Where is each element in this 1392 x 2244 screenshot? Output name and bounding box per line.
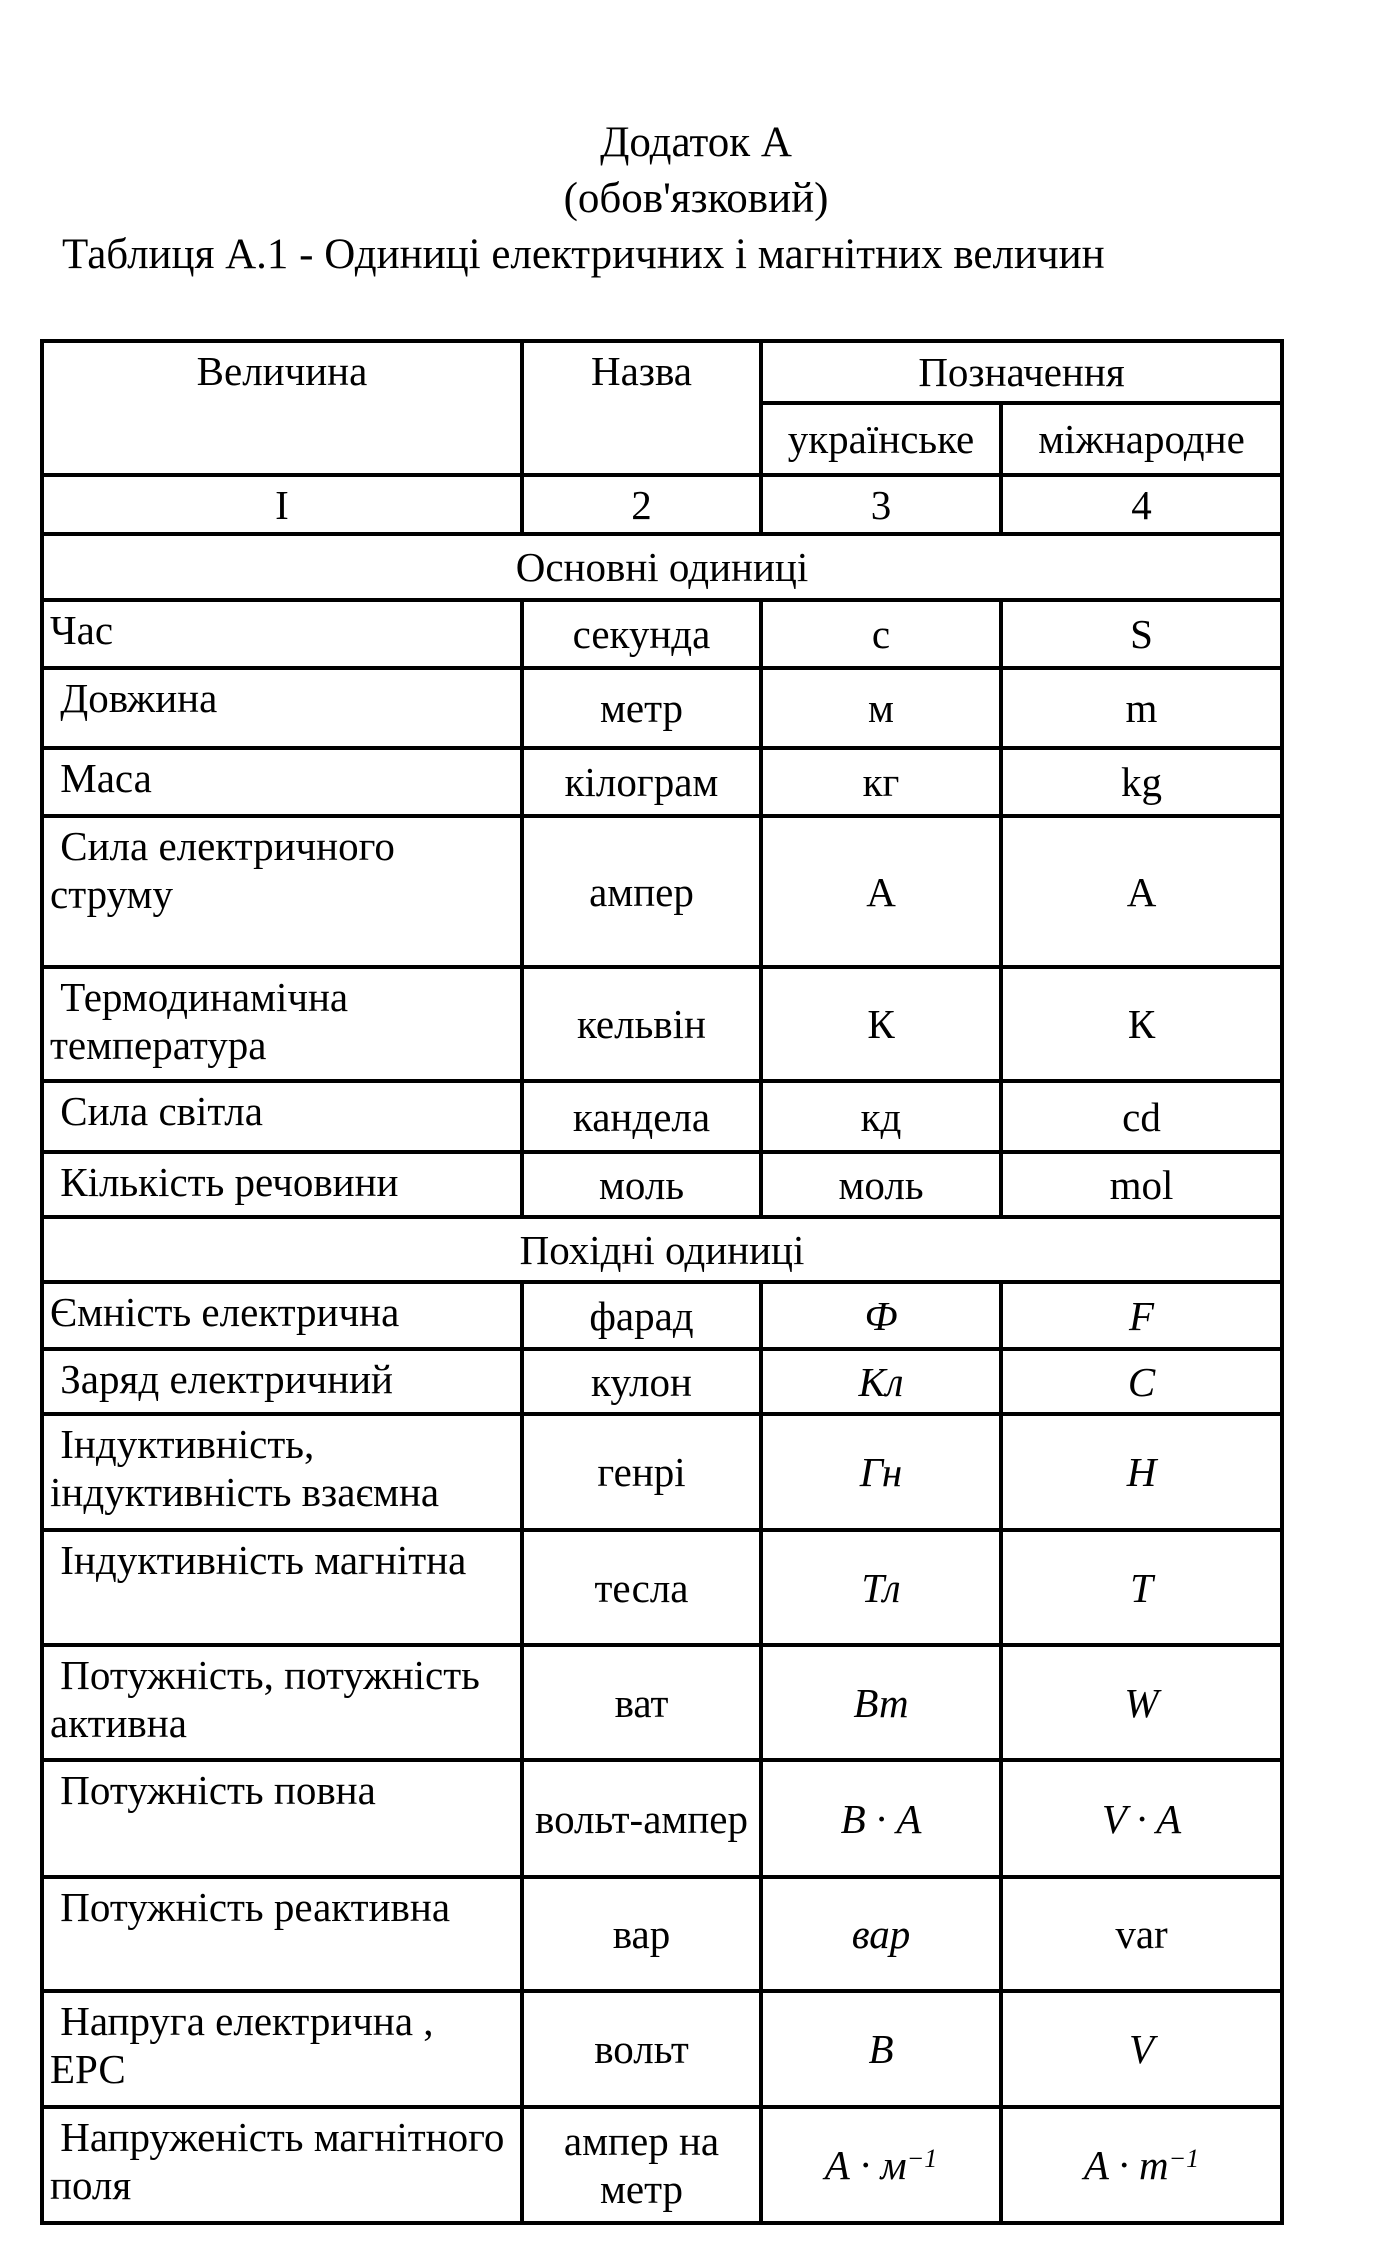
unit-name-cell [522, 816, 761, 967]
quantity-cell [42, 1152, 522, 1217]
unit-name-cell [522, 1349, 761, 1414]
table-row [42, 1152, 1282, 1217]
unit-name-cell [522, 1877, 761, 1991]
table-row [42, 1081, 1282, 1152]
ukrainian-symbol-cell-text: В [868, 2026, 894, 2072]
international-symbol-cell [1001, 1414, 1282, 1530]
ukrainian-symbol-cell-text: К [867, 1001, 895, 1047]
column-number: 4 [1001, 475, 1282, 534]
quantity-cell-text: Напруга електрична , ЕРС [50, 1998, 444, 2092]
ukrainian-symbol-cell [761, 1645, 1001, 1760]
unit-name-cell-text: фарад [589, 1292, 694, 1339]
international-symbol-cell-text: T [1130, 1564, 1153, 1611]
ukrainian-symbol-cell [761, 1081, 1001, 1152]
ukrainian-symbol-cell [761, 1414, 1001, 1530]
table-row [42, 816, 1282, 967]
header-quantity: Величина [42, 341, 522, 475]
table-row [42, 1877, 1282, 1991]
column-number: 2 [522, 475, 761, 534]
international-symbol-cell [1001, 1349, 1282, 1414]
ukrainian-symbol-cell-text: Кл [858, 1358, 904, 1405]
table-row [42, 967, 1282, 1081]
ukrainian-symbol-cell [761, 967, 1001, 1081]
header-ukrainian: українське [761, 403, 1001, 475]
section-title: Похідні одиниці [42, 1217, 1282, 1282]
ukrainian-symbol-cell-text: вар [851, 1911, 911, 1957]
unit-name-cell-text: ампер [589, 868, 694, 915]
ukrainian-symbol-cell [761, 1760, 1001, 1877]
international-symbol-cell-text: var [1115, 1911, 1168, 1957]
ukrainian-symbol-cell-text: А [866, 868, 896, 915]
unit-name-cell [522, 1530, 761, 1645]
international-symbol-cell-text: mol [1109, 1161, 1174, 1208]
table-row [42, 1414, 1282, 1530]
quantity-cell-text: Довжина [50, 675, 218, 721]
international-symbol-cell-text: A · m [1083, 2142, 1169, 2188]
ukrainian-symbol-cell-text: с [871, 611, 891, 657]
quantity-cell-text: Заряд електричний [50, 1356, 393, 1402]
ukrainian-symbol-cell-text: А · м [824, 2142, 907, 2188]
header-name: Назва [522, 341, 761, 475]
quantity-cell-text: Ємність електрична [50, 1289, 400, 1335]
unit-name-cell [522, 748, 761, 816]
table-row [42, 668, 1282, 748]
quantity-cell [42, 1530, 522, 1645]
ukrainian-symbol-cell [761, 816, 1001, 967]
unit-name-cell-text: моль [598, 1161, 685, 1208]
section-row [42, 1217, 1282, 1282]
quantity-cell [42, 1414, 522, 1530]
ukrainian-symbol-cell [761, 748, 1001, 816]
quantity-cell-text: Потужність реактивна [50, 1884, 451, 1930]
ukrainian-symbol-cell-text: м [868, 685, 894, 731]
unit-name-cell [522, 1152, 761, 1217]
unit-name-cell-text: кельвін [577, 1001, 706, 1047]
table-row [42, 1991, 1282, 2107]
quantity-cell [42, 1877, 522, 1991]
international-symbol-cell [1001, 1282, 1282, 1349]
units-table [40, 339, 1284, 2225]
unit-name-cell-text: генрі [597, 1449, 686, 1495]
header-international: міжнародне [1001, 403, 1282, 475]
international-symbol-cell [1001, 748, 1282, 816]
unit-name-cell [522, 1414, 761, 1530]
international-symbol-cell-text: kg [1121, 759, 1162, 805]
column-number: I [42, 475, 522, 534]
table-row [42, 1282, 1282, 1349]
international-symbol-cell-text: C [1127, 1358, 1156, 1405]
international-symbol-cell-text: W [1124, 1679, 1159, 1726]
quantity-cell [42, 2107, 522, 2223]
unit-name-cell-text: кулон [591, 1358, 692, 1405]
quantity-cell [42, 1645, 522, 1760]
ukrainian-symbol-cell-text: Ф [864, 1292, 898, 1339]
quantity-cell-text: Напруженість магнітного поля [50, 2114, 515, 2208]
quantity-cell [42, 668, 522, 748]
quantity-cell-text: Час [50, 607, 114, 653]
section-row [42, 534, 1282, 600]
ukrainian-symbol-cell-text: моль [838, 1161, 924, 1208]
table-row [42, 1645, 1282, 1760]
quantity-cell [42, 1282, 522, 1349]
ukrainian-symbol-cell-text: кд [860, 1093, 902, 1140]
appendix-status: (обов'язковий) [563, 175, 829, 222]
ukrainian-symbol-cell [761, 1152, 1001, 1217]
unit-name-cell [522, 600, 761, 668]
ukrainian-symbol-cell [761, 668, 1001, 748]
unit-name-cell [522, 967, 761, 1081]
unit-name-cell [522, 1282, 761, 1349]
ukrainian-symbol-cell [761, 1282, 1001, 1349]
header-row [42, 341, 1282, 403]
table-row [42, 1349, 1282, 1414]
international-symbol-cell [1001, 1991, 1282, 2107]
quantity-cell-text: Потужність повна [50, 1767, 376, 1813]
quantity-cell [42, 748, 522, 816]
quantity-cell-text: Індуктивність магнітна [50, 1537, 467, 1583]
table-row [42, 2107, 1282, 2223]
ukrainian-symbol-cell-text: кг [862, 759, 900, 805]
unit-name-cell-text: тесла [594, 1564, 689, 1611]
international-symbol-cell-text: К [1127, 1001, 1156, 1047]
international-symbol-cell-text: V · A [1101, 1795, 1182, 1842]
unit-name-cell [522, 1081, 761, 1152]
ukrainian-symbol-cell-exponent: −1 [906, 2144, 938, 2173]
section-title: Основні одиниці [42, 534, 1282, 600]
quantity-cell [42, 1760, 522, 1877]
ukrainian-symbol-cell [761, 1877, 1001, 1991]
international-symbol-cell-text: F [1128, 1292, 1155, 1339]
international-symbol-cell [1001, 1645, 1282, 1760]
international-symbol-cell-text: A [1126, 868, 1157, 915]
unit-name-cell [522, 2107, 761, 2223]
international-symbol-cell-exponent: −1 [1168, 2144, 1200, 2173]
international-symbol-cell [1001, 1877, 1282, 1991]
quantity-cell [42, 967, 522, 1081]
international-symbol-cell-text: m [1125, 685, 1158, 731]
column-number-row [42, 475, 1282, 534]
international-symbol-cell [1001, 600, 1282, 668]
ukrainian-symbol-cell [761, 1349, 1001, 1414]
ukrainian-symbol-cell [761, 600, 1001, 668]
quantity-cell [42, 1991, 522, 2107]
unit-name-cell-text: кандела [572, 1093, 711, 1140]
column-number: 3 [761, 475, 1001, 534]
quantity-cell-text: Сила електричного струму [50, 823, 406, 917]
unit-name-cell-text: вар [612, 1911, 671, 1957]
quantity-cell-text: Потужність, потужність активна [50, 1652, 491, 1746]
quantity-cell-text: Кількість речовини [50, 1159, 399, 1205]
unit-name-cell [522, 1991, 761, 2107]
unit-name-cell-text: кілограм [564, 759, 719, 805]
ukrainian-symbol-cell-text: Гн [859, 1449, 903, 1495]
quantity-cell-text: Сила світла [50, 1088, 263, 1134]
international-symbol-cell [1001, 1081, 1282, 1152]
header-designation: Позначення [761, 341, 1282, 403]
quantity-cell-text: Термодинамічна температура [50, 974, 359, 1068]
appendix-title: Додаток А [600, 119, 792, 166]
international-symbol-cell [1001, 1152, 1282, 1217]
ukrainian-symbol-cell-text: Тл [861, 1564, 901, 1611]
unit-name-cell-text: вольт-ампер [535, 1795, 748, 1842]
international-symbol-cell [1001, 668, 1282, 748]
table-row [42, 1760, 1282, 1877]
unit-name-cell [522, 1760, 761, 1877]
unit-name-cell-text: вольт [594, 2026, 689, 2072]
table-row [42, 748, 1282, 816]
quantity-cell-text: Індуктивність, індуктивність взаємна [50, 1421, 440, 1515]
unit-name-cell [522, 1645, 761, 1760]
ukrainian-symbol-cell-text: В · А [840, 1795, 922, 1842]
unit-name-cell-text: секунда [572, 611, 711, 657]
quantity-cell [42, 1349, 522, 1414]
quantity-cell-text: Маса [50, 755, 152, 801]
ukrainian-symbol-cell [761, 2107, 1001, 2223]
international-symbol-cell [1001, 816, 1282, 967]
ukrainian-symbol-cell [761, 1530, 1001, 1645]
international-symbol-cell-text: cd [1122, 1093, 1161, 1140]
ukrainian-symbol-cell [761, 1991, 1001, 2107]
quantity-cell [42, 600, 522, 668]
quantity-cell [42, 816, 522, 967]
unit-name-cell [522, 668, 761, 748]
unit-name-cell-text: метр [599, 685, 684, 731]
ukrainian-symbol-cell-text: Вт [853, 1679, 909, 1726]
international-symbol-cell [1001, 1760, 1282, 1877]
international-symbol-cell [1001, 967, 1282, 1081]
international-symbol-cell-text: H [1126, 1449, 1157, 1495]
international-symbol-cell-text: S [1130, 611, 1153, 657]
table-row [42, 1530, 1282, 1645]
unit-name-cell-text: ват [614, 1679, 669, 1726]
unit-name-cell-text: ампер на метр [563, 2118, 730, 2212]
table-caption: Таблиця А.1 - Одиниці електричних і магнітних величин [62, 231, 1105, 278]
table-row [42, 600, 1282, 668]
international-symbol-cell-text: V [1128, 2026, 1155, 2072]
quantity-cell [42, 1081, 522, 1152]
international-symbol-cell [1001, 1530, 1282, 1645]
international-symbol-cell [1001, 2107, 1282, 2223]
